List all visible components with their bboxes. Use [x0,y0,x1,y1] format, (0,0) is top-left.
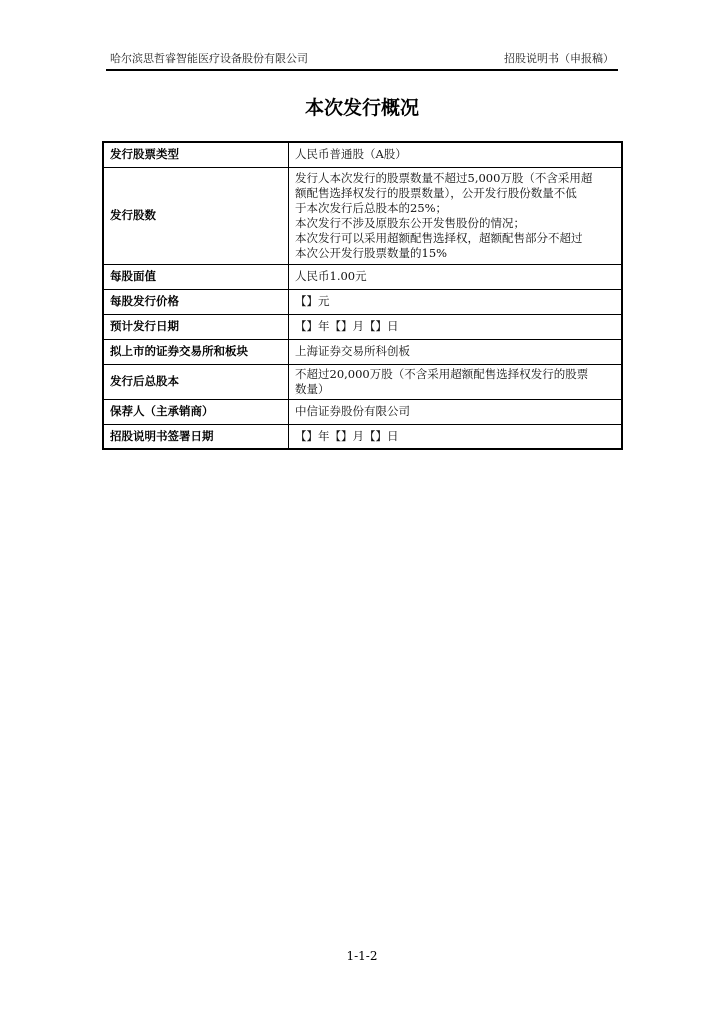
row-label: 发行后总股本 [103,364,289,399]
offering-overview-table [102,141,623,450]
page-number: 1-1-2 [346,949,378,963]
row-value: 人民币普通股（A股） [289,142,623,167]
row-label: 拟上市的证券交易所和板块 [103,339,289,364]
row-label: 发行股数 [103,167,289,264]
table-row [103,289,622,314]
row-value: 【】年【】月【】日 [289,424,623,449]
table-row [103,364,622,399]
row-value: 【】元 [289,289,623,314]
document-type: 招股说明书（申报稿） [504,52,614,65]
row-label: 每股面值 [103,264,289,289]
page-header [106,50,616,68]
table-row [103,399,622,424]
company-name: 哈尔滨思哲睿智能医疗设备股份有限公司 [110,52,308,65]
row-label: 每股发行价格 [103,289,289,314]
table-row [103,167,622,264]
page-title: 本次发行概况 [304,97,419,119]
table-row [103,339,622,364]
table-row [103,424,622,449]
row-value: 人民币1.00元 [289,264,623,289]
row-value: 上海证券交易所科创板 [289,339,623,364]
table-row [103,264,622,289]
table-row [103,142,622,167]
header-rule [106,69,618,71]
row-label: 保荐人（主承销商） [103,399,289,424]
row-value: 中信证券股份有限公司 [289,399,623,424]
row-value: 不超过20,000万股（不含采用超额配售选择权发行的股票 数量） [289,364,623,399]
row-value: 发行人本次发行的股票数量不超过5,000万股（不含采用超 额配售选择权发行的股票数量），公开发行股份数量不低 于本次发行后总股本的25%； 本次发行不涉及原股东公开发售股份的情况； 本次发行可以采用超额配售选择权，超额配售部分不超过 本次公开发行股票数量的15% [289,167,623,264]
row-label: 发行股票类型 [103,142,289,167]
row-label: 预计发行日期 [103,314,289,339]
row-label: 招股说明书签署日期 [103,424,289,449]
table-row [103,314,622,339]
row-value: 【】年【】月【】日 [289,314,623,339]
